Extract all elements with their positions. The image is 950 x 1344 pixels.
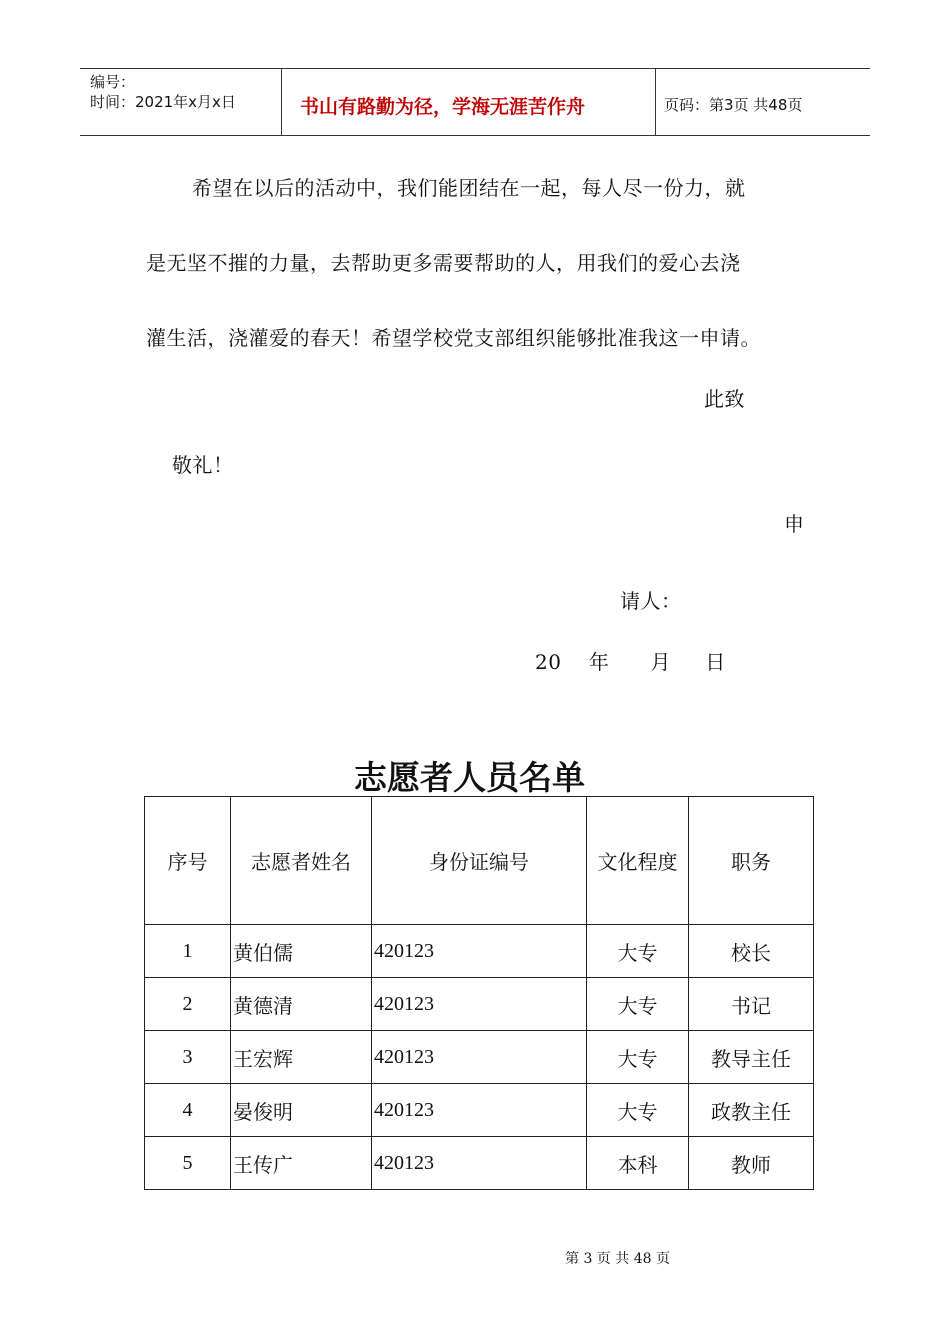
- table-row: [145, 1137, 814, 1190]
- cell-id: 420123: [372, 978, 587, 1031]
- col-header-name: 志愿者姓名: [231, 797, 372, 925]
- cell-role: 书记: [689, 978, 814, 1031]
- cell-id: 420123: [372, 1031, 587, 1084]
- table-row: [145, 978, 814, 1031]
- cell-education: 大专: [587, 1084, 689, 1137]
- cell-name: 王传广: [231, 1137, 372, 1190]
- footer-page-number: 第 3 页 共 48 页: [565, 1251, 670, 1267]
- header-bottom-rule: [80, 135, 870, 136]
- cell-role: 教师: [689, 1137, 814, 1190]
- cell-no: 3: [145, 1031, 231, 1084]
- letter-line-1: 希望在以后的活动中，我们能团结在一起，每人尽一份力，就: [192, 176, 746, 200]
- letter-applicant-part1: 申: [784, 512, 805, 536]
- cell-id: 420123: [372, 1084, 587, 1137]
- cell-no: 5: [145, 1137, 231, 1190]
- cell-name: 黄伯儒: [231, 925, 372, 978]
- col-header-id: 身份证编号: [372, 797, 587, 925]
- letter-line-2: 是无坚不摧的力量，去帮助更多需要帮助的人，用我们的爱心去浇: [146, 251, 741, 275]
- col-header-education: 文化程度: [587, 797, 689, 925]
- cell-id: 420123: [372, 1137, 587, 1190]
- header-divider-left: [281, 68, 282, 136]
- cell-no: 4: [145, 1084, 231, 1137]
- header-divider-right: [655, 68, 656, 136]
- header-motto: 书山有路勤为径，学海无涯苦作舟: [300, 96, 586, 118]
- cell-role: 校长: [689, 925, 814, 978]
- header-page-info: 页码：第3页 共48页: [664, 96, 803, 114]
- header-top-rule: [80, 68, 870, 69]
- cell-education: 大专: [587, 925, 689, 978]
- cell-education: 本科: [587, 1137, 689, 1190]
- cell-role: 政教主任: [689, 1084, 814, 1137]
- letter-line-3: 灌生活，浇灌爱的春天！希望学校党支部组织能够批准我这一申请。: [146, 326, 761, 350]
- letter-applicant-part2: 请人：: [620, 589, 682, 613]
- roster-title: 志愿者人员名单: [354, 758, 585, 797]
- col-header-no: 序号: [145, 797, 231, 925]
- cell-no: 1: [145, 925, 231, 978]
- cell-name: 晏俊明: [231, 1084, 372, 1137]
- cell-education: 大专: [587, 1031, 689, 1084]
- header-number-label: 编号：: [90, 73, 136, 91]
- cell-name: 黄德清: [231, 978, 372, 1031]
- letter-date-line: 20 年 月 日: [535, 650, 726, 674]
- cell-name: 王宏辉: [231, 1031, 372, 1084]
- cell-no: 2: [145, 978, 231, 1031]
- roster-table: [144, 796, 814, 1190]
- letter-closing-jing-li: 敬礼！: [172, 453, 234, 477]
- roster-header-row: [145, 797, 814, 925]
- letter-closing-ci-zhi: 此致: [704, 387, 745, 411]
- table-row: [145, 1031, 814, 1084]
- col-header-role: 职务: [689, 797, 814, 925]
- cell-id: 420123: [372, 925, 587, 978]
- cell-role: 教导主任: [689, 1031, 814, 1084]
- cell-education: 大专: [587, 978, 689, 1031]
- table-row: [145, 1084, 814, 1137]
- header-time-label: 时间：2021年x月x日: [90, 93, 236, 111]
- table-row: [145, 925, 814, 978]
